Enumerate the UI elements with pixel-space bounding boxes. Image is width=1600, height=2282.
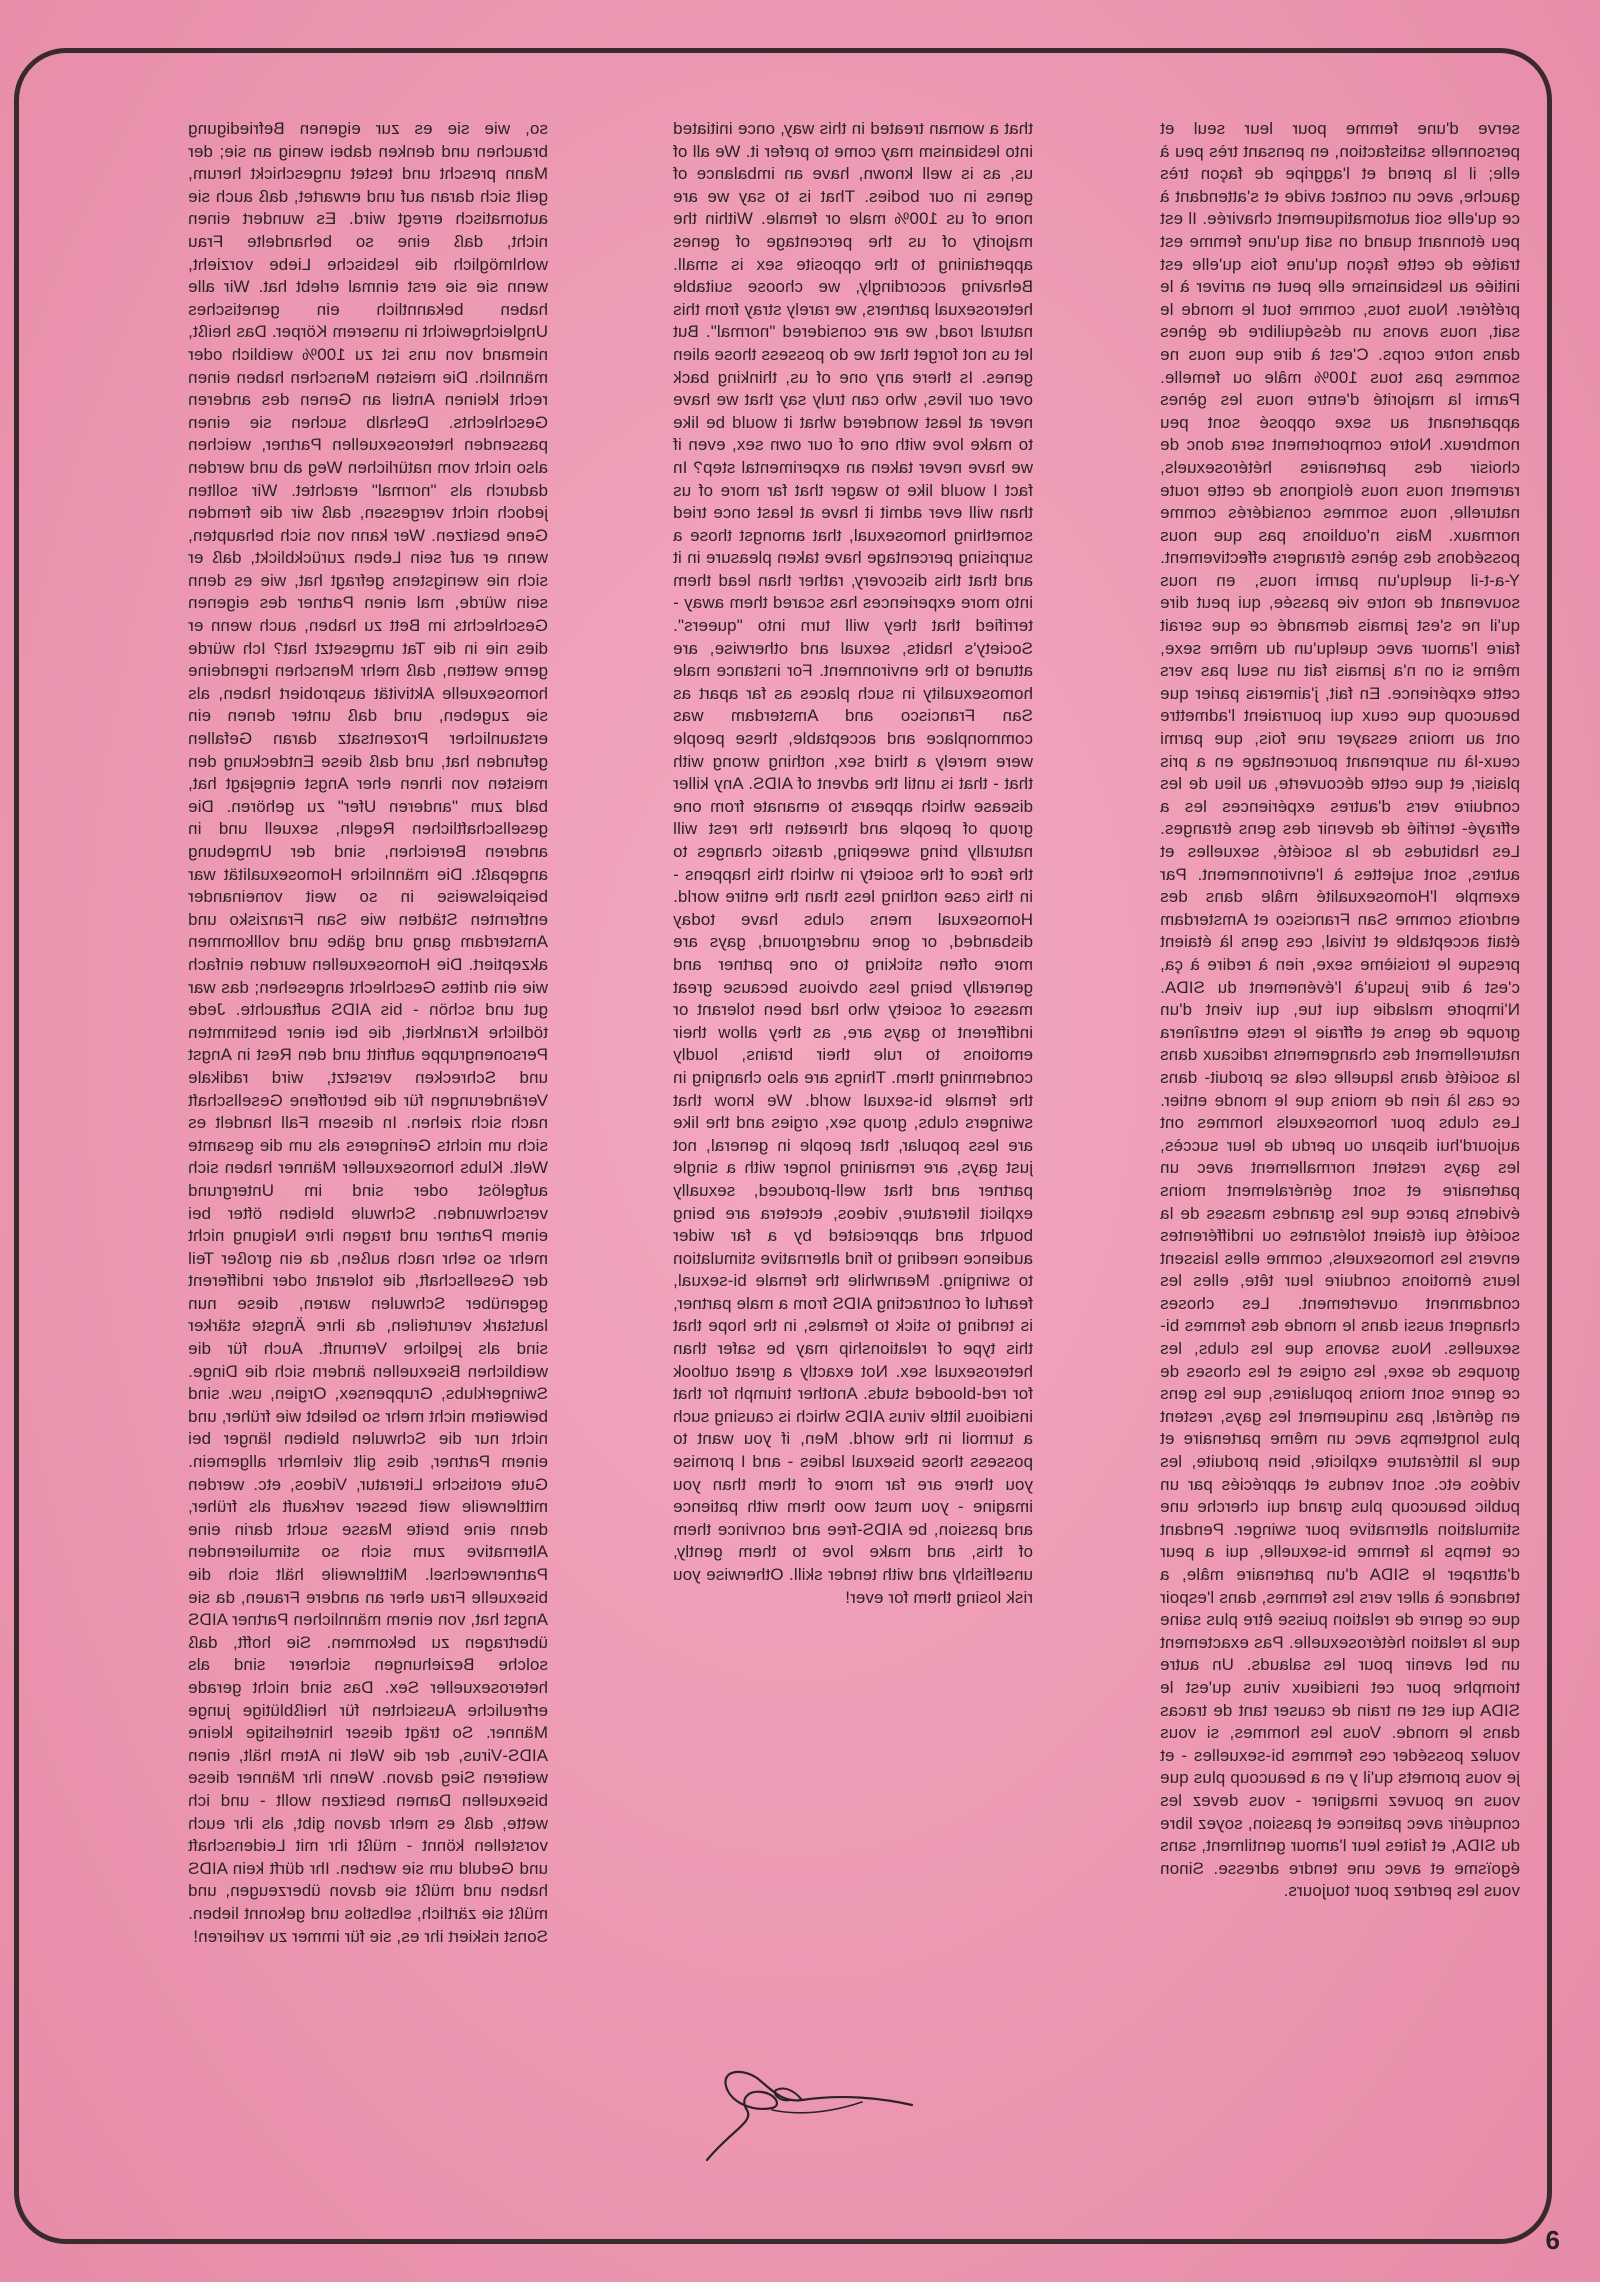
french-text-column bbox=[1160, 118, 1520, 2188]
english-text-column bbox=[673, 118, 1033, 2188]
french-article-text: serve d'une femme pour leur seul et personnelle satisfaction, en pensant très peu à elle; il la prend et l'aggripe de façon très gauche, avec un contact avide et s'attendant à ce qu'elle soit automatiquement chavirée. Il est peu étonnant quand on sait qu'une femme est traitée de cette façon qu'une fois qu'elle est initiée au lesbianisme elle peut en arriver à le préférer. Nous tous, comme tout le monde le sait, nous avons un déséquilibre de gènes dans notre corps. C'est à dire que nous ne sommes pas tous 100% mâle ou femelle. Parmi la majorité d'entre nous les gènes appartenant au sexe opposé sont peu nombreux. Notre comportement sera donc de choisir des partenaires hétérosexuels, rarement nous nous éloignons de cette route naturelle, nous sommes considérés comme normaux. Mais n'oublions pas que nous possédons des gènes étrangers effectivement. Y-a-t-il quelqu'un parmi nous, en nous souvenant de notre vie passée, qui peut dire qu'il ne s'est jamais demandé ce que serait faire l'amour avec quelqu'un du même sexe, même si on n'a jamais fait un seul pas vers cette expérience. En fait, j'aimerais parier que beaucoup que ceux qui pourraient l'admettre ont au moins essayer une fois, que parmi ceux-là un surprenant pourcentage en a pris plaisir, et que cette découverte, au lieu de les conduire vers d'autres expériences les a effrayé- terrifié de devenir des gens étranges. Les habitudes de la société, sexuelles et autres, sont sujettes à l'environnement. Par exemple l'Homosexualité mâle dans des endroits comme San Francisco et Amsterdam était acceptable et trivial, ces gens là étaient presque le troisième sexe, rien à redire à ça, c'est à dire jusqu'à l'événement du SIDA. N'importe maladie qui tue, qui vient d'un groupe de gens et effraie le reste entraînera naturellement des changements radicaux dans la société dans laquelle cela se produit- dans ce cas là rien de moins que le monde entier. Les clubs pour homosexuels hommes ont aujourd'hui disparu ou perdu de leur succès, les gays restent normallement avec un partenaire et sont généralement moins évidents parce que les grandes masses de la société qui étaient tolérantes ou indifférentes envers les homosexuels, comme elles laissent leurs émotions conduire leur tête, elles les condamnent ouvertement. Les choses changent aussi dans le monde des femmes bi-sexuelles. Nous savons que les clubs, les groupes de sexe, les orgies et les choses de ce genre sont moins populaires, que les gens en général, pas uniquement les gays, restent plus longtemps avec un même partenaire et que la littérature explicite, bien produite, les vidéos etc. sont vendus et appréciés par un public beaucoup plus grand qui cherche une stimulation alternative pour swinger. Pendant ce temps la femme bi-sexuelle, qui a peur d'attraper le SIDA d'un partenaire mâle, a tendance à aller vers les femmes, dans l'espoir que ce genre de relation puisse être plus saine que la relation hétérosexuelle. Pas exactement un bel avenir pour les salauds. Un autre triomphe pour cet insidieux virus qu'est le SIDA qui est en train de causer tant de tracas dans le monde. Vous les hommes, si vous voulez posséder ces femmes bi-sexuelles - et je vous promets qu'il y en a beaucoup plus que vous ne pouvez imaginer - vous devez les conquérir avec patience et passion, soyez libre du SIDA, et faites leur l'amour gentilment, sans égoïsme et avec une tendre adresse. Sinon vous les perdrez pour toujours. bbox=[1160, 119, 1520, 1901]
english-article-text: that a woman treated in this way, once initiated into lesbianism may come to prefer it. We all of us, as is well known, have an imbalance of genes in our bodies. That is to say we are none of us 100% male or female. Within the majority of us the percentage of genes appertaining to the opposite sex is small. Behaving accordingly, we choose suitable heterosexual partners, we rarely stray from this natural road, we are considered "normal". But let us not forget that we do possess those alien genes. Is there any one of us, thinking back over our lives, who can truly say that we have never at least wondered what it would be like to make love with one of our own sex, even if we have never taken an experimental step? In fact I would like to wager that far more of us than will ever admit it have at least once tried something homosexual, that amongst those a surprising percentage have taken pleasure in it and that this discovery, rather than lead them into more experiences has scared them away - terrified that they will turn into "queers". Society's habits, sexual and otherwise, are attuned to the environment. For instance male homosexuality in such places as far apart as San Francisco and Amsterdam was commonplace and acceptable, these people were merely a third sex, nothing wrong with that - that is until the advent of AIDS. Any killer disease which appears to emanate from one group of people and threaten the rest will naturally bring sweeping, drastic changes to the face of the society in which this happens - in this case nothing less than the entire world. Homosexual mens clubs have today disbanded, or gone underground, gays are more often sticking to one partner and generally being less obvious because great masses of society who had been tolerant or indifferent to gays are, as they allow their emotions to rule their brains, loudly condemning them. Things are also changing in the female bi-sexual world. We know that swingers clubs, group sex, orgies and the like are less popular, that people in general, not just gays, are remaining longer with a single partner and that well-produced, sexually explicit literature, videos, etcetera are being bought and appreciated by a far wider audience needing to find alternative stimulation to swinging. Meanwhile the female bi-sexual, fearful of contracting AIDS from a male partner, is tending to stick to females, in the hope that this type of relationship may be safer than heterosexual sex. Not exactly a great outlook for red-blooded studs. Another triumph for that insidious little virus AIDS which is causing such a turmoil in the world. Men, if you want to possess those bisexual ladies - and I promise you there are far more of them than you imagine - you must woo them with patience and passion, be AIDS-free and convince them of this, and make love to them gently, unselfishly and with tender skill. Otherwise you risk losing them for ever! bbox=[673, 119, 1033, 1607]
signature-icon bbox=[692, 2050, 922, 2170]
page-number: 6 bbox=[1545, 2225, 1560, 2255]
german-text-column bbox=[188, 118, 548, 2188]
german-article-text: so, wie sie es zur eigenen Befriedigung brauchen und denken dabei wenig an sie; der Mann prescht und testet ungeschickt herum, geilt sich daran auf und erwartet, daß auch sie automatisch erregt wird. Es wundert einen nicht, daß eine so behandelte Frau wohlmöglich die lesbische Liebe vorzieht, wenn sie sie erst einmal erlebt hat. Wir alle haben bekanntlich ein genetisches Ungleichgewicht in unserem Körper. Das heißt, niemand von uns ist zu 100% weiblich oder männlich. Die meisten Menschen haben einen recht kleinen Anteil an Genen des anderen Geschlechts. Deshalb suchen sie einen passenden heterosexuellen Partner, weichen also nicht vom natürlichen Weg ab und werden dadurch als "normal" erachtet. Wir sollten jedoch nicht vergessen, daß wir die fremden Gene besitzen. Wer kann von sich behaupten, wenn er auf sein Leben zurückblickt, daß er sich nie wenigstens gefragt hat, wie es denn sein würde, mal einen Partner des eigenen Geschlechts im Bett zu haben, auch wenn er dies nie in die Tat umgesetzt hat? Ich würde gerne wetten, daß mehr Menschen irgendeine homosexuelle Aktivität ausprobiert haben, als sie zugeben, und daß unter denen ein erstaunlicher Prozentsatz daran Gefallen gefunden hat, und daß diese Entdeckung den meisten von ihnen eher Angst eingejagt hat, bald zum "anderen Ufer" zu gehören. Die gesellschaftlichen Regeln, sexuell und in anderen Bereichen, sind der Umgebung angepaßt. Die männliche Homosexualität war beispielsweise in so weit voneinander entfernten Städten wie San Franzisko und Amsterdam gang und gäbe und vollkommen akzeptiert. Die Homosexuellen wurden einfach wie ein drittes Geschlecht angesehen; das war gut und schön - bis AIDS auftauchte. Jede tödliche Krankheit, die bei einer bestimmten Personengruppe auftritt und den Rest in Angst und Schrecken versetzt, wird radikale Veränderungen für die betroffene Gesellschaft nach sich ziehen. In diesem Fall handelt es sich um nichts Geringeres als um die gesamte Welt. Klubs homosexueller Männer haben sich aufgelöst oder sind im Untergrund verschwunden. Schwule bleiben öfter bei einem Partner und tragen ihre Neigung nicht mehr so sehr nach außen, da ein großer Teil der Gesellschaft, die tolerant oder indifferent gegenüber Schwulen waren, diese nun lautstark verurteilen, da ihre Ängste stärker sind als jegliche Vernunft. Auch für die weiblichen Bisexuellen ändern sich die Dinge. Swingerklubs, Gruppensex, Orgien, usw. sind beiweitem nicht mehr so beliebt wie früher, und nicht nur die Schwulen bleiben länger bei einem Partner, dies gilt vielmehr allgemein. Gute erotische Literatur, Videos, etc. werden mittlerweile weit besser verkauft als früher, denn eine breite Masse sucht darin eine Alternative zum sich so stimulierenden Partnerwechsel. Mittlerweile hält sich die bisexuelle Frau eher an andere Frauen, da sie Angst hat, von einem männlichen Partner AIDS übertragen zu bekommen. Sie hofft, daß solche Beziehungen sicherer sind als heterosexueller Sex. Das sind nicht gerade erfreuliche Aussichten für heißblütige junge Männer. So trägt dieser hinterlistige kleine AIDS-Virus, der die Welt in Atem hält, einen weiteren Sieg davon. Wenn ihr Männer diese bisexuellen Damen besitzen wollt - und ich wette, daß es mehr davon gibt, als ihr euch vorstellen könnt - müßt ihr mit Leidenschaft und Geduld um sie werben. Ihr dürft kein AIDS haben und müßt sie davon überzeugen, und müßt sie zärtlich, selbstlos und gekonnt lieben. Sonst riskiert ihr es, sie für immer zu verlieren! bbox=[188, 119, 548, 1946]
